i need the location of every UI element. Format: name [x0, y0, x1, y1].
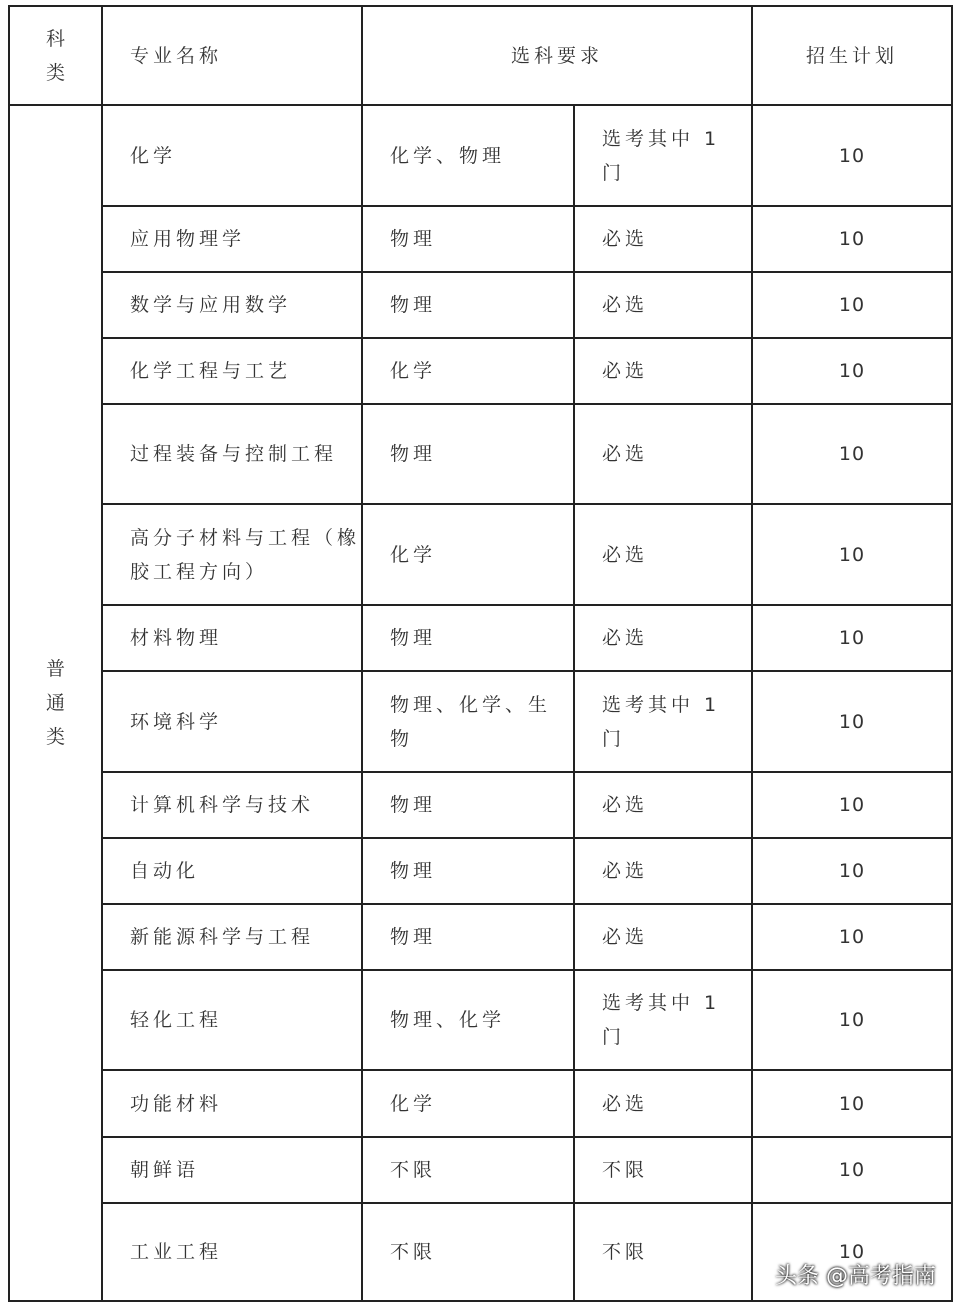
header-category-char: 类 [45, 61, 65, 84]
category-char: 类 [45, 726, 65, 748]
subjects-cell: 化学 [362, 338, 574, 404]
subjects-cell: 化学 [362, 504, 574, 605]
plan-cell: 10 [752, 1137, 952, 1203]
rule-cell: 必选 [574, 838, 752, 904]
rule-cell: 选考其中 1 门 [574, 671, 752, 772]
subjects-cell: 物理 [362, 904, 574, 970]
major-cell: 过程装备与控制工程 [102, 404, 362, 504]
major-cell: 新能源科学与工程 [102, 904, 362, 970]
rule-cell: 必选 [574, 338, 752, 404]
major-cell: 化学工程与工艺 [102, 338, 362, 404]
rule-cell: 必选 [574, 272, 752, 338]
rule-cell: 必选 [574, 206, 752, 272]
subjects-cell: 不限 [362, 1203, 574, 1301]
subjects-cell: 不限 [362, 1137, 574, 1203]
header-requirement: 选科要求 [362, 6, 752, 105]
rule-cell: 必选 [574, 772, 752, 838]
plan-cell: 10 [752, 504, 952, 605]
watermark: 头条 @高考指南 [775, 1264, 936, 1289]
header-category [9, 6, 102, 105]
subjects-cell: 物理 [362, 605, 574, 671]
plan-cell: 10 [752, 1203, 952, 1301]
category-cell [9, 105, 102, 1301]
table-row [9, 272, 952, 338]
rule-cell: 选考其中 1 门 [574, 970, 752, 1070]
table-row [9, 105, 952, 206]
major-cell: 材料物理 [102, 605, 362, 671]
rule-cell: 不限 [574, 1203, 752, 1301]
subjects-cell: 物理 [362, 272, 574, 338]
plan-cell: 10 [752, 272, 952, 338]
subjects-cell: 物理、化学、生物 [362, 671, 574, 772]
subjects-cell: 化学、物理 [362, 105, 574, 206]
major-cell: 功能材料 [102, 1070, 362, 1137]
header-major: 专业名称 [102, 6, 362, 105]
table-row [9, 1137, 952, 1203]
rule-cell: 必选 [574, 404, 752, 504]
table-row [9, 838, 952, 904]
header-plan: 招生计划 [752, 6, 952, 105]
plan-cell: 10 [752, 206, 952, 272]
table-row [9, 504, 952, 605]
rule-cell: 选考其中 1 门 [574, 105, 752, 206]
table-row [9, 772, 952, 838]
subjects-cell: 物理 [362, 838, 574, 904]
subjects-cell: 物理、化学 [362, 970, 574, 1070]
plan-cell: 10 [752, 772, 952, 838]
admission-table [8, 5, 953, 1302]
major-cell: 化学 [102, 105, 362, 206]
table-row [9, 970, 952, 1070]
plan-cell: 10 [752, 605, 952, 671]
plan-cell: 10 [752, 970, 952, 1070]
major-cell: 朝鲜语 [102, 1137, 362, 1203]
table-row [9, 1070, 952, 1137]
plan-cell: 10 [752, 338, 952, 404]
subjects-cell: 物理 [362, 404, 574, 504]
plan-cell: 10 [752, 671, 952, 772]
major-cell: 数学与应用数学 [102, 272, 362, 338]
plan-cell: 10 [752, 838, 952, 904]
major-cell: 应用物理学 [102, 206, 362, 272]
subjects-cell: 物理 [362, 206, 574, 272]
major-cell: 高分子材料与工程（橡胶工程方向） [102, 504, 362, 605]
table-row [9, 904, 952, 970]
table-row [9, 671, 952, 772]
major-cell: 计算机科学与技术 [102, 772, 362, 838]
rule-cell: 必选 [574, 1070, 752, 1137]
header-category-char: 科 [45, 27, 65, 50]
category-char: 普 [45, 658, 65, 680]
rule-cell: 必选 [574, 605, 752, 671]
plan-cell: 10 [752, 1070, 952, 1137]
category-char: 通 [45, 692, 65, 714]
major-cell: 自动化 [102, 838, 362, 904]
plan-cell: 10 [752, 904, 952, 970]
subjects-cell: 物理 [362, 772, 574, 838]
subjects-cell: 化学 [362, 1070, 574, 1137]
table-row [9, 206, 952, 272]
plan-cell: 10 [752, 404, 952, 504]
header-row [9, 6, 952, 105]
major-cell: 工业工程 [102, 1203, 362, 1301]
major-cell: 轻化工程 [102, 970, 362, 1070]
rule-cell: 不限 [574, 1137, 752, 1203]
rule-cell: 必选 [574, 504, 752, 605]
rule-cell: 必选 [574, 904, 752, 970]
table-row [9, 338, 952, 404]
plan-cell: 10 [752, 105, 952, 206]
table-row [9, 605, 952, 671]
major-cell: 环境科学 [102, 671, 362, 772]
table-row [9, 404, 952, 504]
